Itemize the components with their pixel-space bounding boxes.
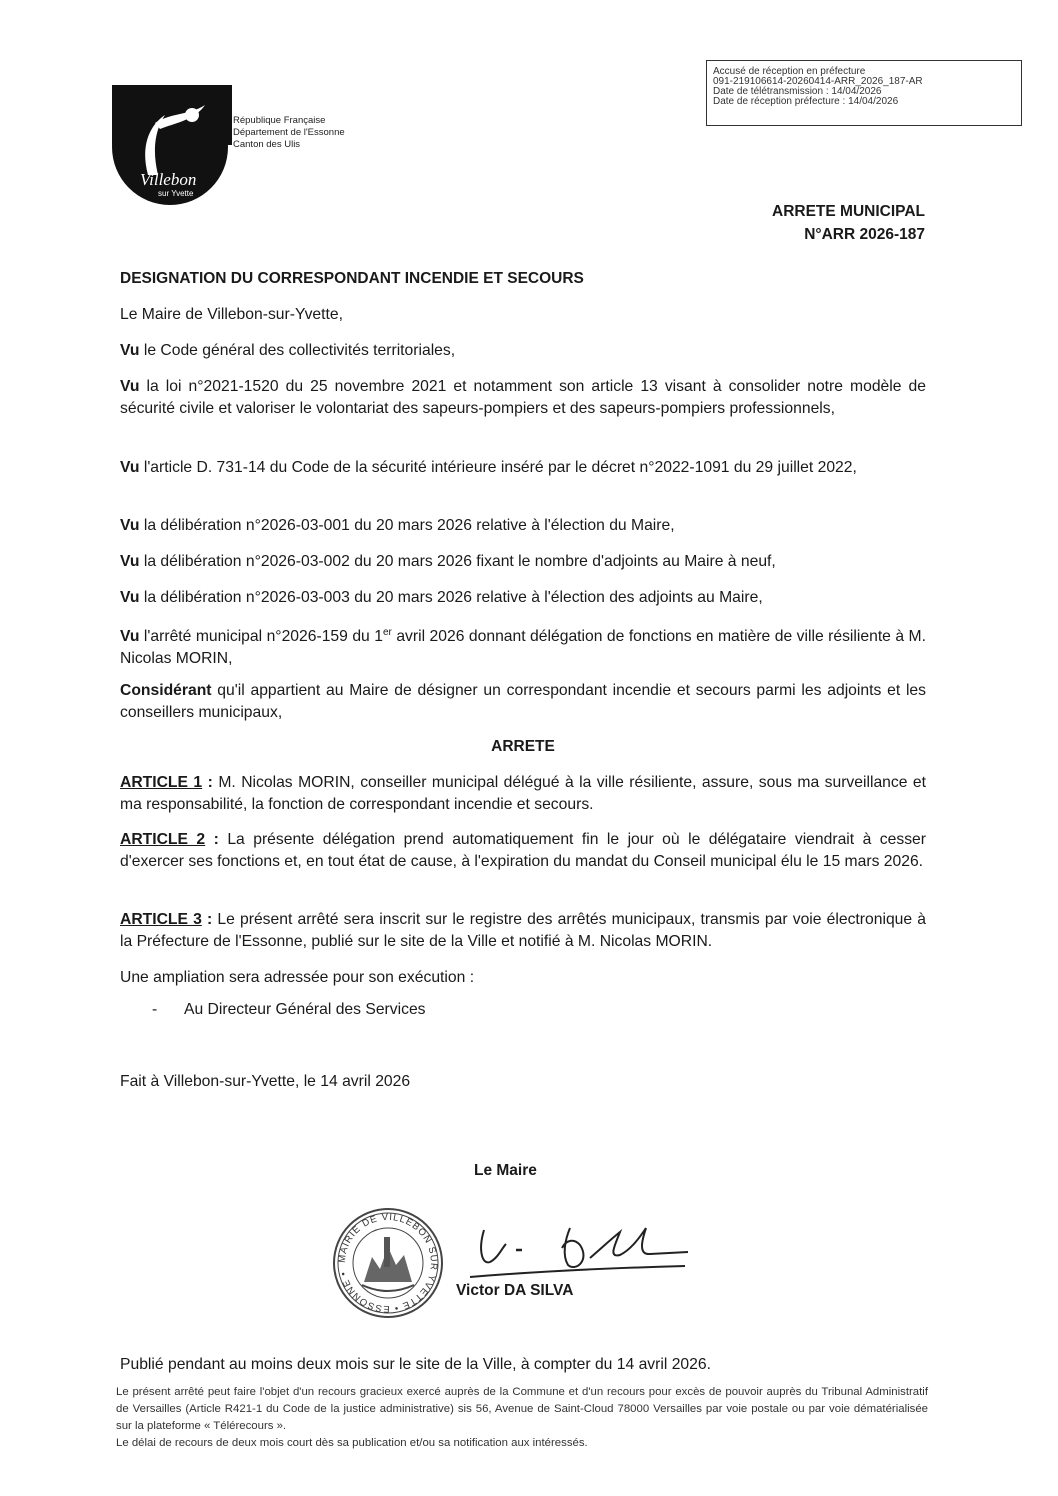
legal-notice-paragraph: Le présent arrêté peut faire l'objet d'un recours gracieux exercé auprès de la Commune et d'un recours pour excès de pouvoir auprès du Tribunal Administratif de Versailles (Article R421-1 du Code de la justice administrative) sis 56, Avenue de Saint-Cloud 78000 Versailles par voie postale ou par voie dématérialisée sur la plateforme « Télérecours ». — [116, 1386, 928, 1432]
header-line: République Française — [233, 115, 326, 126]
recipient: Au Directeur Général des Services — [184, 1001, 426, 1018]
consideration-text: la loi n°2021-1520 du 25 novembre 2021 et notamment son article 13 visant à consolider notre modèle de sécurité civile et valoriser le volontariat des sapeurs-pompiers et des sapeurs-pompiers professionnels, — [120, 378, 926, 417]
seal-icon — [332, 1207, 444, 1319]
consideration-text: avril 2026 donnant délégation de fonctions en matière de ville résiliente à M. Nicolas MORIN, — [120, 628, 926, 668]
consideration-lead: Vu — [120, 553, 140, 570]
decision-title: ARRETE — [491, 738, 555, 755]
article-text: M. Nicolas MORIN, conseiller municipal délégué à la ville résiliente, assure, sous ma surveillance et ma responsabilité, la fonction de correspondant incendie et secours. — [120, 774, 927, 813]
consideration-text: l'arrêté municipal n°2026-159 du 1 — [139, 628, 383, 646]
arrete-number: N°ARR 2026-187 — [804, 226, 925, 243]
document-title: DESIGNATION DU CORRESPONDANT INCENDIE ET SECOURS — [120, 270, 584, 287]
consideration-lead: Vu — [120, 517, 140, 534]
consideration-lead: Vu — [120, 589, 140, 606]
article-sep: : — [202, 774, 219, 791]
article-label: ARTICLE 3 — [120, 911, 202, 928]
article — [120, 829, 926, 873]
consideration — [120, 340, 926, 362]
consideration-text: la délibération n°2026-03-002 du 20 mars 2026 fixant le nombre d'adjoints au Maire à neuf, — [139, 553, 776, 570]
stamp-line: Accusé de réception en préfecture — [713, 66, 866, 77]
stamp-line: 091-219106614-20260414-ARR_2026_187-AR — [713, 76, 923, 87]
consideration-lead: Vu — [120, 342, 140, 359]
svg-text:Villebon: Villebon — [140, 170, 197, 189]
villebon-logo-icon — [110, 85, 235, 210]
arrete-header — [640, 200, 925, 246]
consideration — [120, 457, 926, 479]
handwritten-signature — [470, 1210, 690, 1285]
intro: Le Maire de Villebon-sur-Yvette, — [120, 306, 343, 323]
villebon-logo — [110, 85, 230, 210]
header-line: Canton des Ulis — [233, 139, 301, 150]
article — [120, 909, 926, 953]
consideration — [120, 376, 926, 420]
consideration-text: le Code général des collectivités territoriales, — [139, 342, 456, 359]
consideration-text: l'article D. 731-14 du Code de la sécurité intérieure inséré par le décret n°2022-1091 du 29 juillet 2022, — [139, 459, 857, 476]
superscript: er — [382, 627, 392, 638]
svg-text:sur Yvette: sur Yvette — [158, 189, 194, 198]
recipient-bullet: - — [152, 1001, 158, 1018]
article — [120, 772, 926, 816]
consideration — [120, 587, 926, 609]
header-info — [233, 115, 345, 151]
consideration-text: qu'il appartient au Maire de désigner un correspondant incendie et secours parmi les adjoints et les conseillers municipaux, — [120, 682, 926, 721]
stamp-line: Date de télétransmission : 14/04/2026 — [713, 86, 882, 97]
consideration — [120, 515, 926, 537]
done-at: Fait à Villebon-sur-Yvette, le 14 avril 2026 — [120, 1073, 411, 1090]
svg-text:MAIRIE DE VILLEBON SUR YVETTE: MAIRIE DE VILLEBON SUR YVETTE • ESSONNE • — [336, 1211, 440, 1315]
signature-icon — [470, 1210, 690, 1285]
consideration-lead: Vu — [120, 459, 140, 476]
consideration-lead: Vu — [120, 378, 140, 395]
legal-notice — [116, 1384, 928, 1452]
consideration-text: la délibération n°2026-03-001 du 20 mars 2026 relative à l'élection du Maire, — [139, 517, 675, 534]
consideration — [120, 622, 926, 670]
signatory-name: Victor DA SILVA — [456, 1282, 574, 1299]
header-line: Département de l'Essonne — [233, 127, 345, 138]
legal-notice-paragraph: Le délai de recours de deux mois court dès sa publication et/ou sa notification aux intéressés. — [116, 1437, 588, 1449]
ampliation: Une ampliation sera adressée pour son exécution : — [120, 969, 475, 986]
article-label: ARTICLE 2 — [120, 831, 206, 848]
article-sep: : — [205, 831, 228, 848]
arrete-type: ARRETE MUNICIPAL — [772, 203, 925, 220]
article-sep: : — [201, 911, 218, 928]
consideration — [120, 551, 926, 573]
official-seal — [332, 1207, 444, 1319]
article-text: La présente délégation prend automatiquement fin le jour où le délégataire viendrait à cesser d'exercer ses fonctions et, en tout état de cause, à l'expiration du mandat du Conseil municipal élu le 15 mars 2026. — [120, 831, 926, 870]
publication-note: Publié pendant au moins deux mois sur le site de la Ville, à compter du 14 avril 2026. — [120, 1356, 711, 1373]
article-text: Le présent arrêté sera inscrit sur le registre des arrêtés municipaux, transmis par voie électronique à la Préfecture de l'Essonne, publié sur le site de la Ville et notifié à M. Nicolas MORIN. — [120, 911, 927, 950]
consideration — [120, 680, 926, 724]
consideration-lead: Vu — [120, 628, 140, 646]
article-label: ARTICLE 1 — [120, 774, 203, 791]
stamp-line: Date de réception préfecture : 14/04/2026 — [713, 96, 899, 107]
consideration-text: la délibération n°2026-03-003 du 20 mars 2026 relative à l'élection des adjoints au Maire, — [139, 589, 763, 606]
reception-stamp — [706, 60, 1022, 126]
consideration-lead: Considérant — [120, 682, 212, 699]
signature-role: Le Maire — [474, 1162, 537, 1179]
